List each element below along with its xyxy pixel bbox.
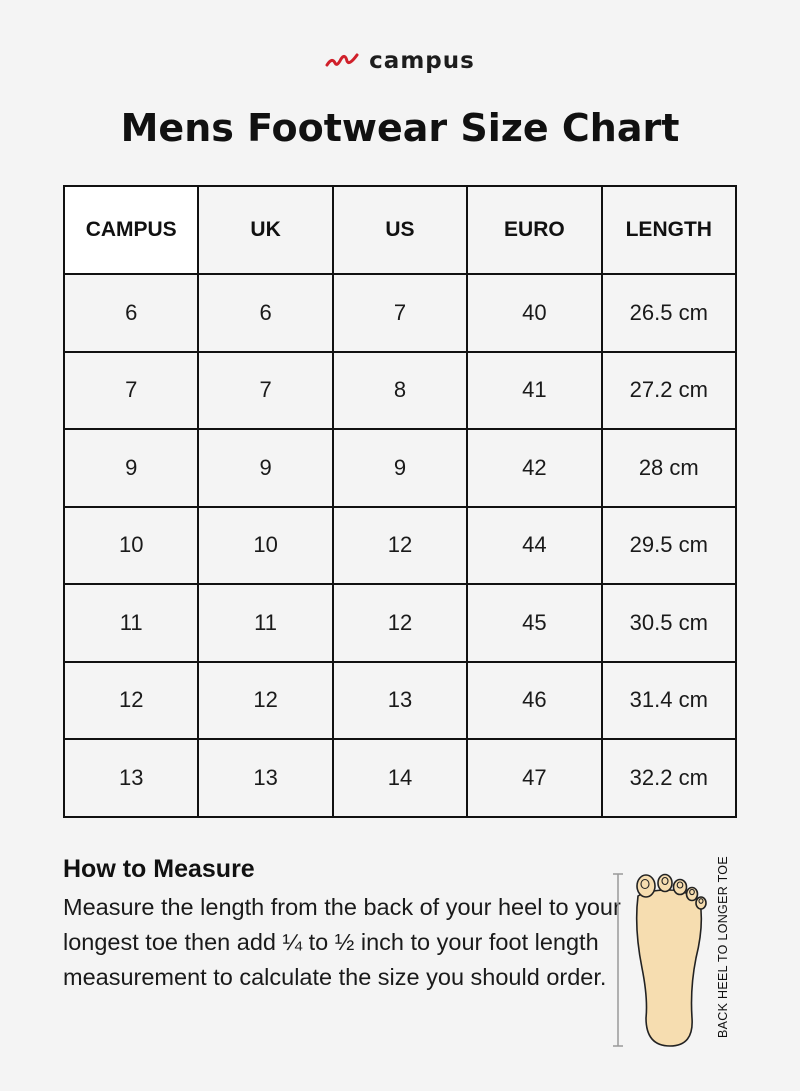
table-cell: 46 [467,662,601,740]
brand-logo [0,48,800,74]
table-cell: 7 [64,352,198,430]
table-cell: 32.2 cm [602,739,736,817]
campus-swoosh-icon [325,51,359,71]
table-cell: 31.4 cm [602,662,736,740]
table-cell: 9 [333,429,467,507]
table-cell: 44 [467,507,601,585]
column-header-uk: UK [198,186,332,274]
table-cell: 11 [64,584,198,662]
table-cell: 11 [198,584,332,662]
table-header-row [64,186,736,274]
table-cell: 41 [467,352,601,430]
table-cell: 6 [198,274,332,352]
how-to-measure-section [63,855,623,995]
table-cell: 28 cm [602,429,736,507]
table-row [64,352,736,430]
foot-diagram-caption: BACK HEEL TO LONGER TOE [716,856,730,1038]
table-cell: 10 [198,507,332,585]
table-cell: 12 [64,662,198,740]
how-to-measure-text: Measure the length from the back of your heel to your longest toe then add ¼ to ½ inch to your foot length measurement to calculate the size you should order. [63,894,621,990]
table-cell: 13 [333,662,467,740]
table-row [64,739,736,817]
table-cell: 7 [198,352,332,430]
table-cell: 9 [64,429,198,507]
table-cell: 13 [64,739,198,817]
table-row [64,584,736,662]
table-cell: 12 [333,507,467,585]
table-cell: 40 [467,274,601,352]
table-cell: 10 [64,507,198,585]
table-cell: 7 [333,274,467,352]
table-row [64,507,736,585]
table-cell: 29.5 cm [602,507,736,585]
page-title: Mens Footwear Size Chart [120,106,680,150]
size-chart-table [63,185,737,818]
table-cell: 6 [64,274,198,352]
table-cell: 12 [333,584,467,662]
table-row [64,662,736,740]
table-cell: 47 [467,739,601,817]
table-cell: 12 [198,662,332,740]
brand-name: campus [369,48,475,74]
table-cell: 13 [198,739,332,817]
table-cell: 8 [333,352,467,430]
table-cell: 14 [333,739,467,817]
table-cell: 30.5 cm [602,584,736,662]
column-header-euro: EURO [467,186,601,274]
table-cell: 42 [467,429,601,507]
table-cell: 9 [198,429,332,507]
how-to-measure-heading: How to Measure [63,855,255,883]
column-header-length: LENGTH [602,186,736,274]
table-row [64,429,736,507]
column-header-us: US [333,186,467,274]
table-cell: 26.5 cm [602,274,736,352]
table-cell: 27.2 cm [602,352,736,430]
table-row [64,274,736,352]
table-cell: 45 [467,584,601,662]
column-header-campus: CAMPUS [64,186,198,274]
